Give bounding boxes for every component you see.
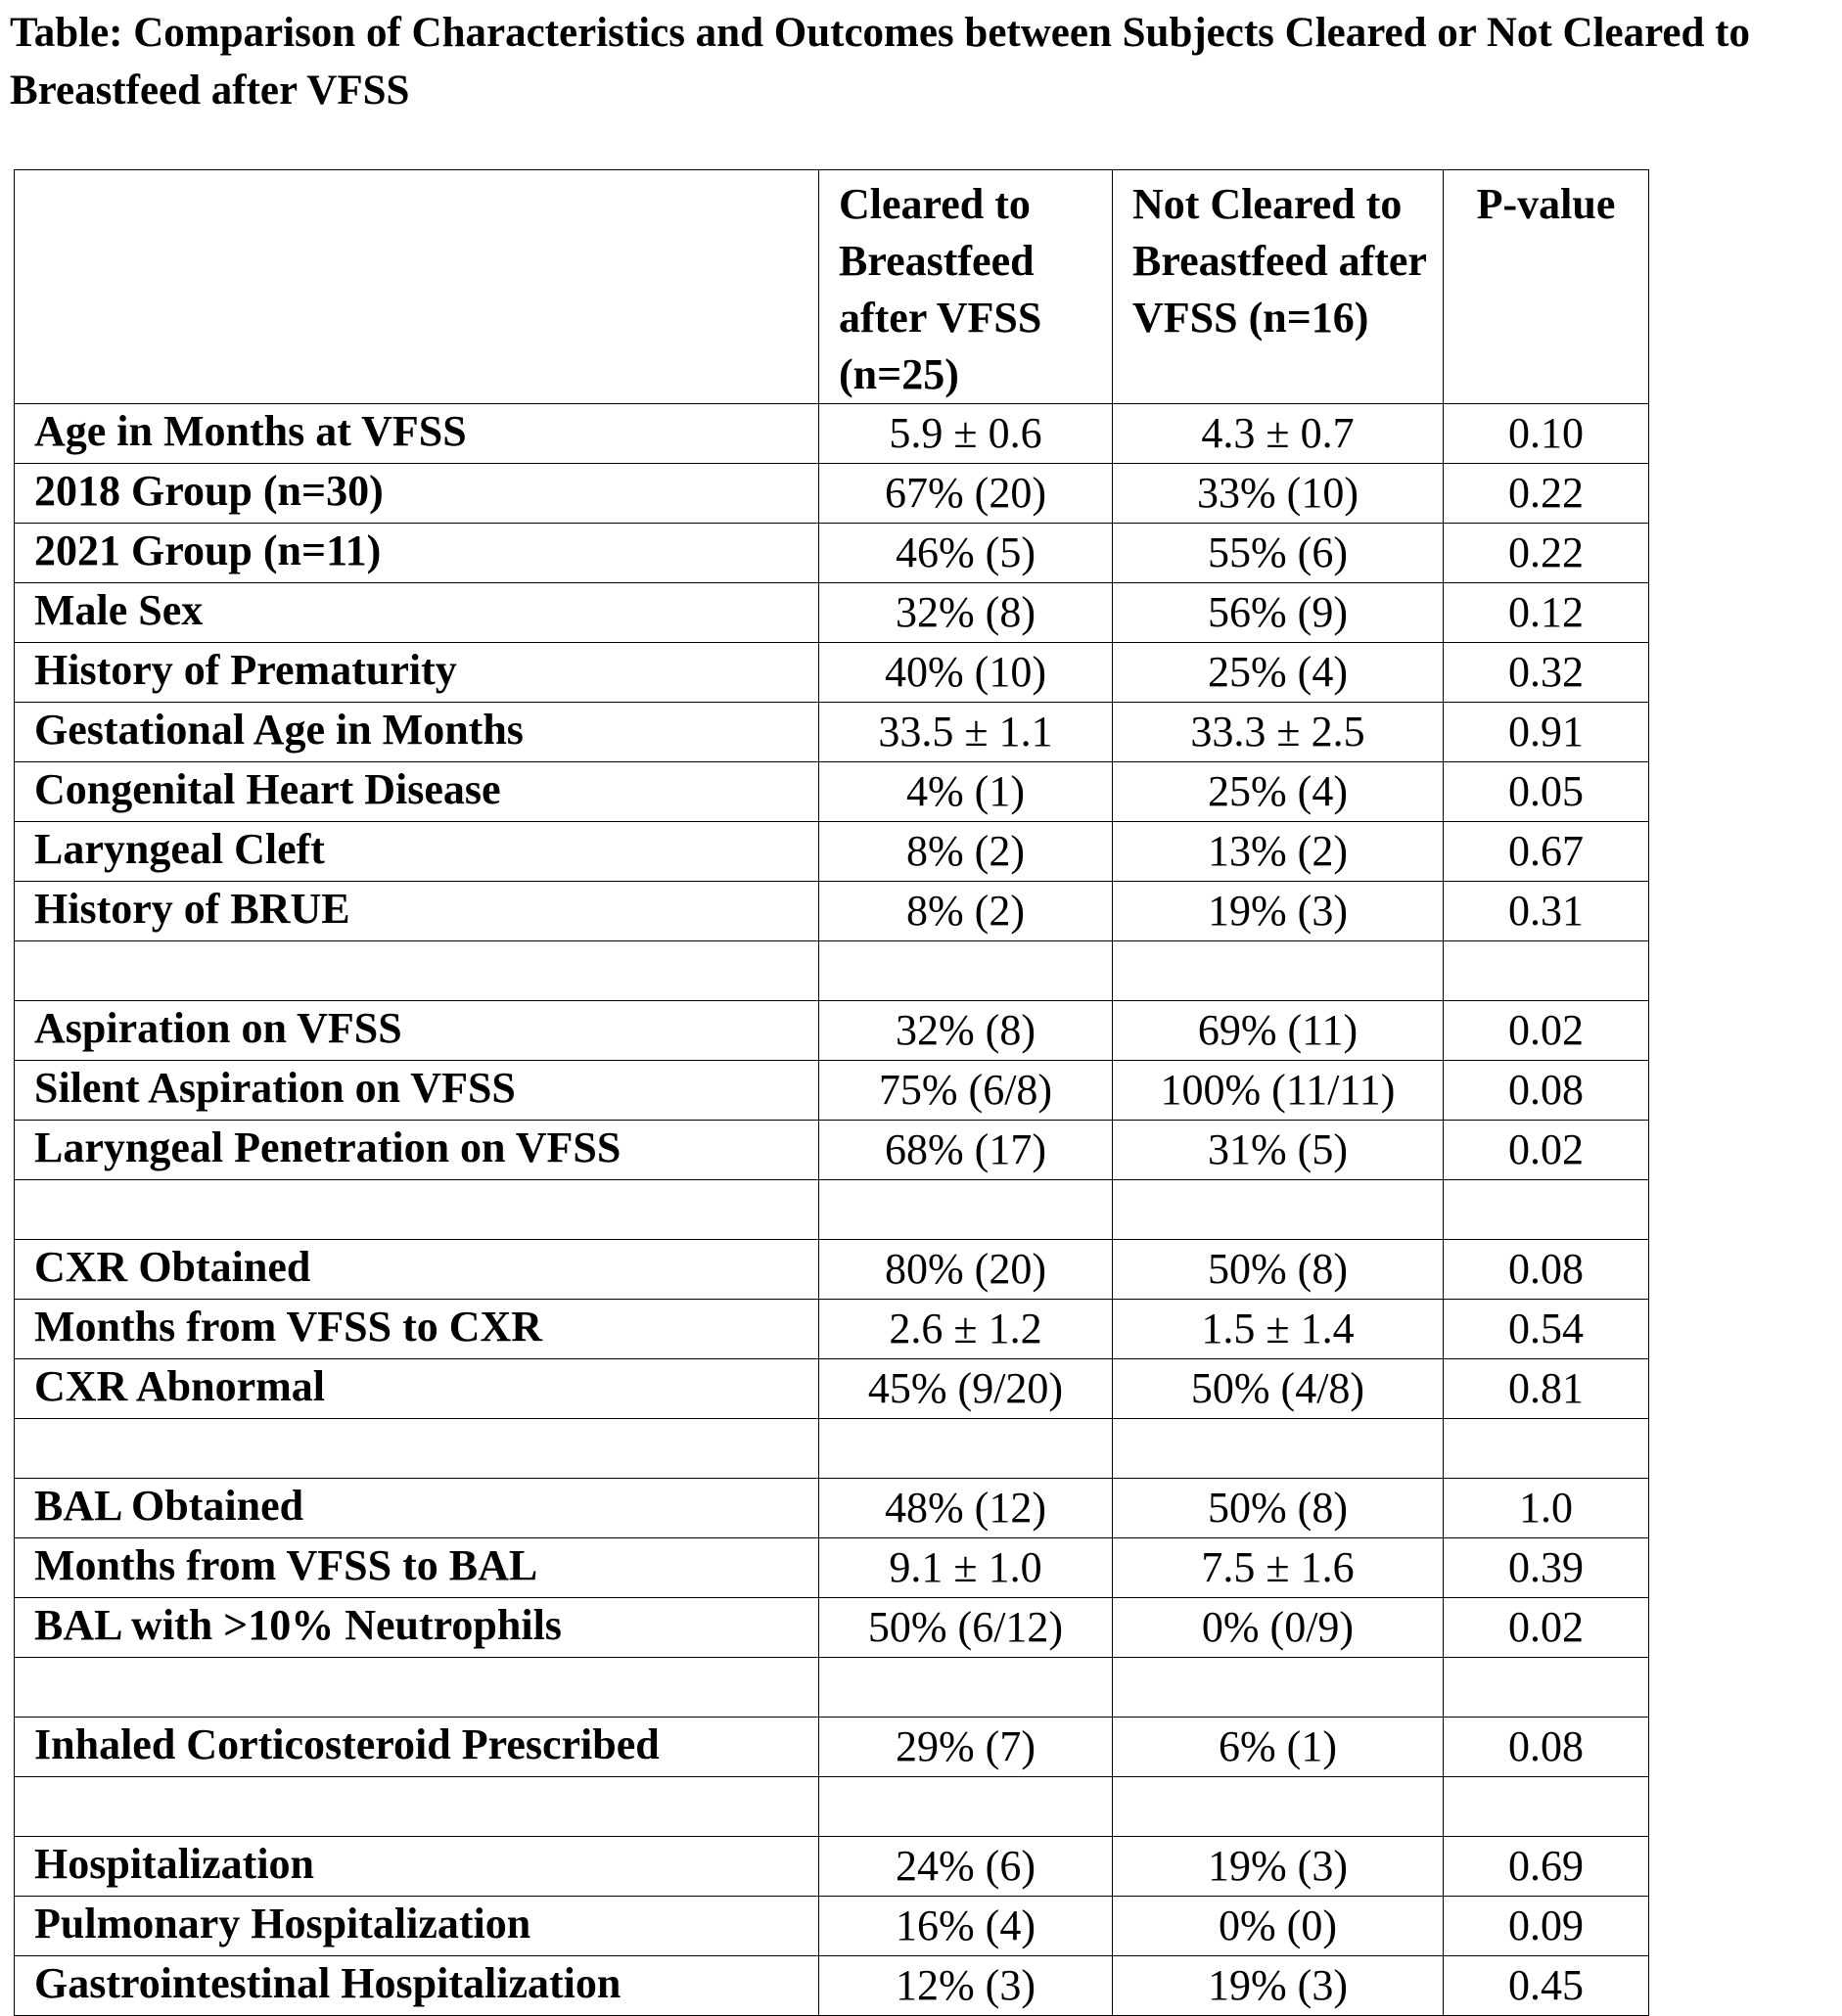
row-label: BAL with >10% Neutrophils <box>15 1598 819 1658</box>
row-label <box>15 1180 819 1240</box>
not-cleared-value: 55% (6) <box>1113 524 1444 583</box>
p-value: 0.02 <box>1444 1121 1649 1180</box>
cleared-value <box>819 1419 1113 1479</box>
cleared-value: 29% (7) <box>819 1718 1113 1777</box>
p-value <box>1444 941 1649 1001</box>
row-label <box>15 1658 819 1718</box>
not-cleared-value: 69% (11) <box>1113 1001 1444 1061</box>
p-value: 0.02 <box>1444 1598 1649 1658</box>
cleared-value: 8% (2) <box>819 882 1113 941</box>
p-value: 0.08 <box>1444 1240 1649 1300</box>
cleared-value: 5.9 ± 0.6 <box>819 404 1113 464</box>
table-title: Table: Comparison of Characteristics and Outcomes between Subjects Cleared or Not Cleared to Breastfeed after VFSS <box>10 10 1750 114</box>
row-label: CXR Obtained <box>15 1240 819 1300</box>
p-value: 0.54 <box>1444 1300 1649 1359</box>
header-cleared-column: Cleared to Breastfeed after VFSS (n=25) <box>819 170 1113 404</box>
p-value: 0.08 <box>1444 1718 1649 1777</box>
not-cleared-value: 19% (3) <box>1113 882 1444 941</box>
cleared-value: 8% (2) <box>819 822 1113 882</box>
table-row <box>15 583 1649 643</box>
row-label: Pulmonary Hospitalization <box>15 1897 819 1956</box>
table-row <box>15 524 1649 583</box>
spacer-row <box>15 941 1649 1001</box>
not-cleared-value: 7.5 ± 1.6 <box>1113 1538 1444 1598</box>
p-value: 0.22 <box>1444 524 1649 583</box>
p-value <box>1444 1419 1649 1479</box>
table-row <box>15 882 1649 941</box>
not-cleared-value: 33.3 ± 2.5 <box>1113 703 1444 762</box>
table-row <box>15 1538 1649 1598</box>
table-row <box>15 1479 1649 1538</box>
not-cleared-value: 1.5 ± 1.4 <box>1113 1300 1444 1359</box>
row-label: BAL Obtained <box>15 1479 819 1538</box>
p-value: 0.31 <box>1444 882 1649 941</box>
row-label: Laryngeal Penetration on VFSS <box>15 1121 819 1180</box>
table-body <box>15 404 1649 2016</box>
p-value <box>1444 1777 1649 1837</box>
row-label: 2018 Group (n=30) <box>15 464 819 524</box>
cleared-value: 4% (1) <box>819 762 1113 822</box>
cleared-value: 67% (20) <box>819 464 1113 524</box>
cleared-value: 33.5 ± 1.1 <box>819 703 1113 762</box>
row-label: Inhaled Corticosteroid Prescribed <box>15 1718 819 1777</box>
p-value: 1.0 <box>1444 1479 1649 1538</box>
row-label: Silent Aspiration on VFSS <box>15 1061 819 1121</box>
not-cleared-value: 50% (8) <box>1113 1240 1444 1300</box>
cleared-value: 46% (5) <box>819 524 1113 583</box>
row-label: Laryngeal Cleft <box>15 822 819 882</box>
table-row <box>15 1240 1649 1300</box>
row-label: 2021 Group (n=11) <box>15 524 819 583</box>
header-label-column <box>15 170 819 404</box>
p-value: 0.32 <box>1444 643 1649 703</box>
table-row <box>15 703 1649 762</box>
p-value: 0.91 <box>1444 703 1649 762</box>
table-row <box>15 762 1649 822</box>
table-row <box>15 1718 1649 1777</box>
p-value: 0.22 <box>1444 464 1649 524</box>
row-label <box>15 1777 819 1837</box>
table-row <box>15 1956 1649 2016</box>
header-row <box>15 170 1649 404</box>
row-label: Months from VFSS to BAL <box>15 1538 819 1598</box>
cleared-value: 80% (20) <box>819 1240 1113 1300</box>
cleared-value: 75% (6/8) <box>819 1061 1113 1121</box>
cleared-value: 32% (8) <box>819 1001 1113 1061</box>
table-row <box>15 404 1649 464</box>
header-p-value-column: P-value <box>1444 170 1649 404</box>
table-row <box>15 1897 1649 1956</box>
not-cleared-value: 19% (3) <box>1113 1956 1444 2016</box>
row-label: Male Sex <box>15 583 819 643</box>
not-cleared-value <box>1113 941 1444 1001</box>
row-label: Months from VFSS to CXR <box>15 1300 819 1359</box>
not-cleared-value: 19% (3) <box>1113 1837 1444 1897</box>
not-cleared-value: 0% (0) <box>1113 1897 1444 1956</box>
cleared-value: 16% (4) <box>819 1897 1113 1956</box>
not-cleared-value: 25% (4) <box>1113 762 1444 822</box>
p-value: 0.69 <box>1444 1837 1649 1897</box>
table-row <box>15 1300 1649 1359</box>
p-value: 0.81 <box>1444 1359 1649 1419</box>
table-row <box>15 822 1649 882</box>
header-not-cleared-column: Not Cleared to Breastfeed after VFSS (n=16) <box>1113 170 1444 404</box>
cleared-value <box>819 1658 1113 1718</box>
cleared-value: 2.6 ± 1.2 <box>819 1300 1113 1359</box>
not-cleared-value: 100% (11/11) <box>1113 1061 1444 1121</box>
spacer-row <box>15 1180 1649 1240</box>
cleared-value: 50% (6/12) <box>819 1598 1113 1658</box>
row-label: Gestational Age in Months <box>15 703 819 762</box>
row-label <box>15 941 819 1001</box>
row-label: History of Prematurity <box>15 643 819 703</box>
p-value: 0.09 <box>1444 1897 1649 1956</box>
row-label: Aspiration on VFSS <box>15 1001 819 1061</box>
not-cleared-value: 25% (4) <box>1113 643 1444 703</box>
table-row <box>15 1121 1649 1180</box>
table-row <box>15 1598 1649 1658</box>
not-cleared-value: 0% (0/9) <box>1113 1598 1444 1658</box>
spacer-row <box>15 1658 1649 1718</box>
not-cleared-value: 56% (9) <box>1113 583 1444 643</box>
cleared-value: 40% (10) <box>819 643 1113 703</box>
cleared-value: 32% (8) <box>819 583 1113 643</box>
row-label: Gastrointestinal Hospitalization <box>15 1956 819 2016</box>
spacer-row <box>15 1419 1649 1479</box>
not-cleared-value: 4.3 ± 0.7 <box>1113 404 1444 464</box>
cleared-value <box>819 1777 1113 1837</box>
not-cleared-value: 50% (4/8) <box>1113 1359 1444 1419</box>
cleared-value <box>819 1180 1113 1240</box>
not-cleared-value: 13% (2) <box>1113 822 1444 882</box>
row-label: Congenital Heart Disease <box>15 762 819 822</box>
not-cleared-value: 31% (5) <box>1113 1121 1444 1180</box>
p-value: 0.67 <box>1444 822 1649 882</box>
cleared-value: 24% (6) <box>819 1837 1113 1897</box>
p-value: 0.39 <box>1444 1538 1649 1598</box>
cleared-value: 45% (9/20) <box>819 1359 1113 1419</box>
p-value: 0.10 <box>1444 404 1649 464</box>
cleared-value: 48% (12) <box>819 1479 1113 1538</box>
table-row <box>15 1061 1649 1121</box>
not-cleared-value <box>1113 1658 1444 1718</box>
not-cleared-value: 50% (8) <box>1113 1479 1444 1538</box>
p-value: 0.45 <box>1444 1956 1649 2016</box>
table-row <box>15 464 1649 524</box>
spacer-row <box>15 1777 1649 1837</box>
cleared-value: 9.1 ± 1.0 <box>819 1538 1113 1598</box>
cleared-value: 12% (3) <box>819 1956 1113 2016</box>
row-label: Age in Months at VFSS <box>15 404 819 464</box>
row-label: Hospitalization <box>15 1837 819 1897</box>
table-row <box>15 1359 1649 1419</box>
cleared-value: 68% (17) <box>819 1121 1113 1180</box>
table-row <box>15 643 1649 703</box>
row-label: History of BRUE <box>15 882 819 941</box>
not-cleared-value: 6% (1) <box>1113 1718 1444 1777</box>
p-value <box>1444 1180 1649 1240</box>
table-row <box>15 1837 1649 1897</box>
p-value: 0.12 <box>1444 583 1649 643</box>
p-value: 0.08 <box>1444 1061 1649 1121</box>
row-label <box>15 1419 819 1479</box>
p-value <box>1444 1658 1649 1718</box>
not-cleared-value <box>1113 1180 1444 1240</box>
table-row <box>15 1001 1649 1061</box>
comparison-table <box>14 169 1649 2016</box>
p-value: 0.05 <box>1444 762 1649 822</box>
not-cleared-value: 33% (10) <box>1113 464 1444 524</box>
not-cleared-value <box>1113 1777 1444 1837</box>
cleared-value <box>819 941 1113 1001</box>
not-cleared-value <box>1113 1419 1444 1479</box>
p-value: 0.02 <box>1444 1001 1649 1061</box>
row-label: CXR Abnormal <box>15 1359 819 1419</box>
